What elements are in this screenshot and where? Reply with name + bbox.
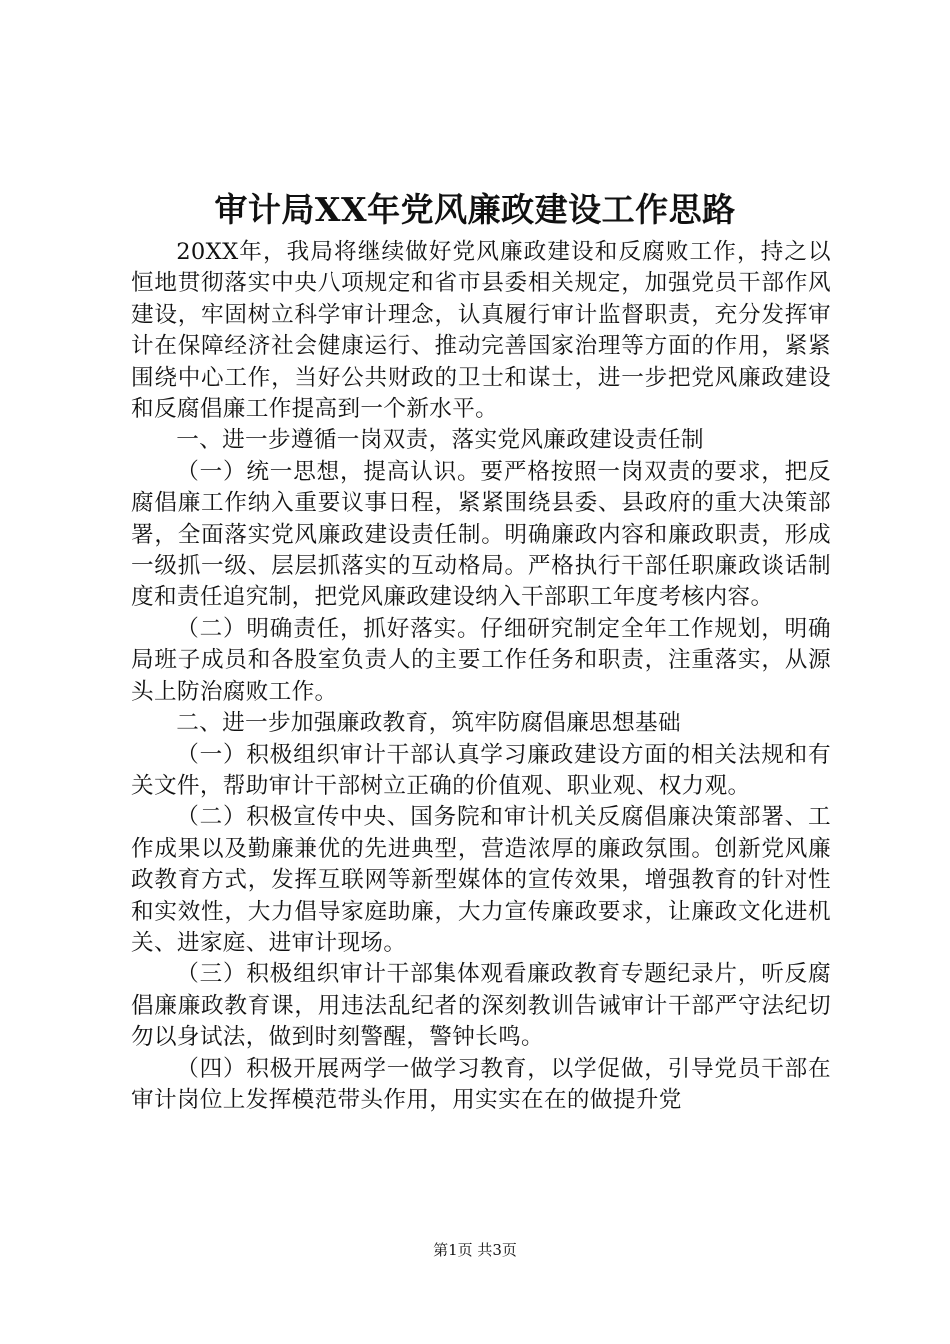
section-2-item-2: （二）积极宣传中央、国务院和审计机关反腐倡廉决策部署、工作成果以及勤廉兼优的先进典型，营造浓厚的廉政氛围。创新党风廉政教育方式，发挥互联网等新型媒体的宣传效果，增强教育的针对性和实效性，大力倡导家庭助廉，大力宣传廉政要求，让廉政文化进机关、进家庭、进审计现场。 <box>131 804 831 956</box>
section-2-item-3: （三）积极组织审计干部集体观看廉政教育专题纪录片，听反腐倡廉廉政教育课，用违法乱纪者的深刻教训告诫审计干部严守法纪切勿以身试法，做到时刻警醒，警钟长鸣。 <box>131 961 831 1051</box>
section-heading-2: 二、进一步加强廉政教育，筑牢防腐倡廉思想基础 <box>176 710 681 737</box>
section-2-item-1: （一）积极组织审计干部认真学习廉政建设方面的相关法规和有关文件，帮助审计干部树立正确的价值观、职业观、权力观。 <box>131 741 831 799</box>
intro-paragraph: 20XX年，我局将继续做好党风廉政建设和反腐败工作，持之以恒地贯彻落实中央八项规定和省市县委相关规定，加强党员干部作风建设，牢固树立科学审计理念，认真履行审计监督职责，充分发挥审计在保障经济社会健康运行、推动完善国家治理等方面的作用，紧紧围绕中心工作，当好公共财政的卫士和谋士，进一步把党风廉政建设和反腐倡廉工作提高到一个新水平。 <box>131 239 831 423</box>
section-1-item-2: （二）明确责任，抓好落实。仔细研究制定全年工作规划，明确局班子成员和各股室负责人的主要工作任务和职责，注重落实，从源头上防治腐败工作。 <box>131 615 831 705</box>
page-footer: 第1页 共3页 <box>433 1241 517 1259</box>
section-heading-1: 一、进一步遵循一岗双责，落实党风廉政建设责任制 <box>176 427 704 454</box>
document-title: 审计局XX年党风廉政建设工作思路 <box>214 190 736 229</box>
section-1-item-1: （一）统一思想，提高认识。要严格按照一岗双责的要求，把反腐倡廉工作纳入重要议事日程，紧紧围绕县委、县政府的重大决策部署，全面落实党风廉政建设责任制。明确廉政内容和廉政职责，形成一级抓一级、层层抓落实的互动格局。严格执行干部任职廉政谈话制度和责任追究制，把党风廉政建设纳入干部职工年度考核内容。 <box>131 458 831 611</box>
document-body <box>131 237 831 1116</box>
section-2-item-4: （四）积极开展两学一做学习教育，以学促做，引导党员干部在审计岗位上发挥模范带头作用，用实实在在的做提升党 <box>131 1055 831 1113</box>
